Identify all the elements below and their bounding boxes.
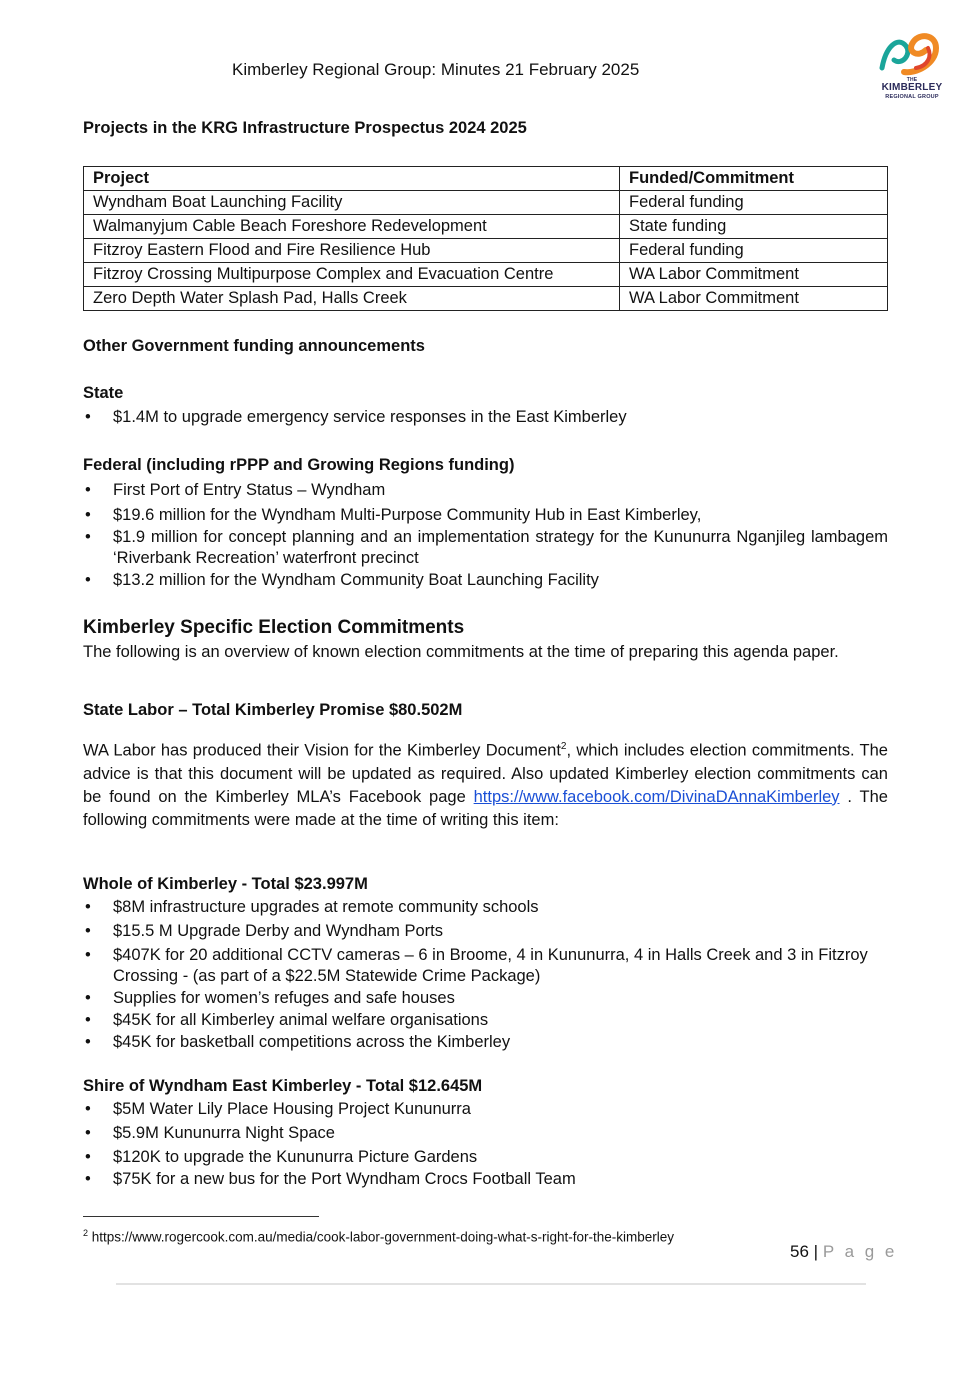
logo-line1: THE [906,77,918,83]
column-header-project: Project [84,167,620,191]
page-sep: | [813,1242,819,1261]
list-item: • First Port of Entry Status – Wyndham [83,480,888,501]
list-item: • $1.9 million for concept planning and an implementation strategy for the Kununurra Nganjileg lambagem ‘Riverbank Recreation’ waterfront precinct [83,527,888,569]
list-item: • $45K for basketball competitions across the Kimberley [83,1032,888,1053]
whole-kimberley-list [83,897,888,1053]
table-row [84,191,888,215]
table-row [84,287,888,311]
list-item: • Supplies for women’s refuges and safe houses [83,988,888,1009]
list-item: • $5.9M Kununurra Night Space [83,1123,888,1144]
projects-table [83,166,888,311]
column-header-funded: Funded/Commitment [620,167,888,191]
table-header-row [84,167,888,191]
election-heading: Kimberley Specific Election Commitments [83,617,465,638]
para-text-3: . The following commitments were made at the time of writing this item: [83,787,888,829]
page-number-value: 56 [790,1242,809,1261]
election-intro: The following is an overview of known election commitments at the time of preparing this agenda paper. [83,643,839,661]
list-item: • $5M Water Lily Place Housing Project Kununurra [83,1099,888,1120]
table-cell: Wyndham Boat Launching Facility [84,191,620,215]
other-funding-heading: Other Government funding announcements [83,337,425,355]
facebook-link[interactable]: https://www.facebook.com/DivinaDAnnaKimberley [473,787,840,806]
whole-kimberley-heading: Whole of Kimberley - Total $23.997M [83,875,368,893]
logo-swirl-icon [876,28,948,80]
logo-line3: REGIONAL GROUP [885,94,939,100]
list-item: • $15.5 M Upgrade Derby and Wyndham Ports [83,921,888,942]
table-cell: Fitzroy Eastern Flood and Fire Resilience Hub [84,239,620,263]
table-cell: WA Labor Commitment [620,263,888,287]
table-cell: Fitzroy Crossing Multipurpose Complex and Evacuation Centre [84,263,620,287]
state-heading: State [83,384,124,402]
page-header-title: Kimberley Regional Group: Minutes 21 February 2025 [232,60,640,79]
projects-heading: Projects in the KRG Infrastructure Prospectus 2024 2025 [83,119,527,137]
list-item: • $13.2 million for the Wyndham Community Boat Launching Facility [83,570,888,591]
list-item: • $407K for 20 additional CCTV cameras – 6 in Broome, 4 in Kununurra, 4 in Halls Creek and 3 in Fitzroy Crossing - (as part of a $22.5M Statewide Crime Package) [83,945,888,987]
footnote-ref[interactable]: 2 [560,741,567,752]
para-text-1: WA Labor has produced their Vision for the Kimberley Document [83,741,561,760]
swek-list [83,1099,888,1190]
table-row [84,263,888,287]
federal-heading: Federal (including rPPP and Growing Regions funding) [83,456,515,474]
list-item: • $45K for all Kimberley animal welfare organisations [83,1010,888,1031]
table-cell: Federal funding [620,239,888,263]
table-cell: State funding [620,215,888,239]
table-cell: WA Labor Commitment [620,287,888,311]
logo-line2: KIMBERLEY [881,82,943,93]
list-item: • $8M infrastructure upgrades at remote community schools [83,897,888,918]
page-label: P a g e [822,1242,898,1261]
table-cell: Walmanyjum Cable Beach Foreshore Redevelopment [84,215,620,239]
federal-list [83,480,888,591]
table-row [84,239,888,263]
table-cell: Federal funding [620,191,888,215]
footnote-text: https://www.rogercook.com.au/media/cook-labor-government-doing-what-s-right-for-the-kimberley [91,1229,675,1245]
state-labor-heading: State Labor – Total Kimberley Promise $80.502M [83,701,463,719]
footnote-divider [83,1216,319,1217]
para-text-2: , which includes election commitments. The advice is that this document will be updated as required. Also updated Kimberley election commitments can be found on the Kimberley MLA’s Facebook page [83,741,888,806]
logo-text [876,78,948,101]
footnote [83,1228,674,1245]
state-list [83,408,888,427]
swek-heading: Shire of Wyndham East Kimberley - Total $12.645M [83,1077,483,1095]
footnote-number: 2 [83,1228,89,1238]
list-item: • $120K to upgrade the Kununurra Picture Gardens [83,1147,888,1168]
list-item: • $1.4M to upgrade emergency service responses in the East Kimberley [83,408,888,427]
table-cell: Zero Depth Water Splash Pad, Halls Creek [84,287,620,311]
table-row [84,215,888,239]
list-item: • $19.6 million for the Wyndham Multi-Purpose Community Hub in East Kimberley, [83,505,888,526]
bottom-rule [116,1283,866,1285]
wa-labor-paragraph [83,735,888,832]
kimberley-logo [876,28,948,110]
page-number [790,1242,897,1262]
list-item: • $75K for a new bus for the Port Wyndham Crocs Football Team [83,1169,888,1190]
